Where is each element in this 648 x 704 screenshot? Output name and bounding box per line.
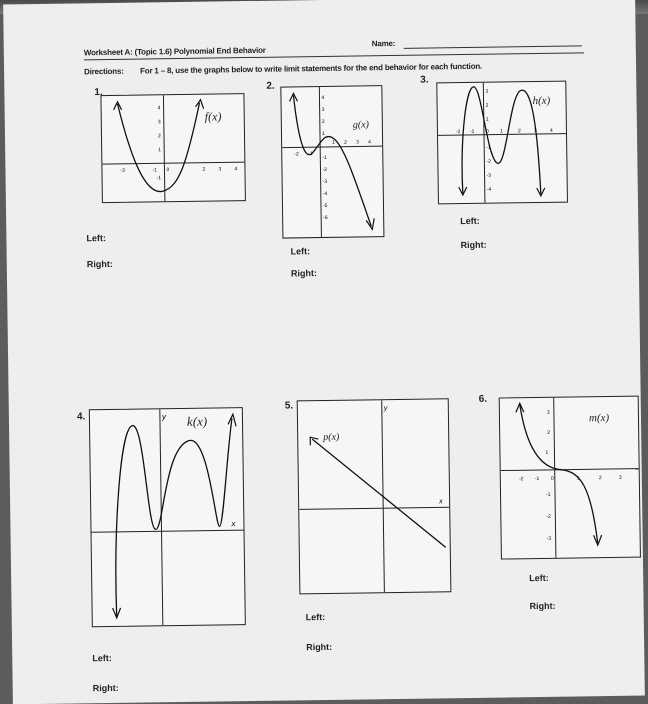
tick-label: 3 xyxy=(157,119,161,126)
tick-label: -1 xyxy=(469,128,475,135)
function-label-p: p(x) xyxy=(323,431,340,444)
tick-label: 2 xyxy=(598,475,602,482)
tick-label: 3 xyxy=(485,88,489,95)
graph-k xyxy=(89,407,246,627)
tick-label: -1 xyxy=(156,175,162,182)
tick-label: 1 xyxy=(545,449,549,456)
answer-right-5: Right: xyxy=(306,641,333,653)
tick-label: 2 xyxy=(517,128,521,135)
directions-text: For 1 – 8, use the graphs below to write limit statements for the end behavior for each function. xyxy=(140,61,483,76)
tick-label: -4 xyxy=(322,190,328,198)
graph-f-y-axis xyxy=(163,95,164,201)
graph-p-line xyxy=(312,437,446,549)
tick-label: 3 xyxy=(533,128,537,135)
tick-label: 3 xyxy=(356,139,359,146)
tick-label: 3 xyxy=(321,106,325,114)
tick-label: -2 xyxy=(294,151,299,158)
tick-label: 2 xyxy=(485,102,489,109)
tick-label: 1 xyxy=(499,128,503,135)
tick-label: 4 xyxy=(549,127,553,134)
tick-label: 4 xyxy=(321,94,325,102)
graph-k-x-axis xyxy=(92,530,244,532)
tick-label: 4 xyxy=(157,105,161,112)
tick-label: -4 xyxy=(486,186,492,193)
tick-label: -6 xyxy=(323,214,328,221)
graph-m-x-axis xyxy=(501,469,639,471)
answer-left-3: Left: xyxy=(460,215,480,227)
tick-label: 3 xyxy=(218,166,222,173)
axis-letter-x: x xyxy=(439,498,443,506)
name-line xyxy=(404,45,582,48)
tick-label: -2 xyxy=(486,158,491,165)
function-label-f: f(x) xyxy=(204,109,222,124)
problem-number-5: 5. xyxy=(284,400,294,412)
tick-label: 2 xyxy=(344,139,347,146)
answer-left-5: Left: xyxy=(305,612,326,623)
graph-m-curve xyxy=(520,403,598,544)
worksheet-title: Worksheet A: (Topic 1.6) Polynomial End Behavior xyxy=(83,45,266,58)
tick-label: -5 xyxy=(322,202,328,209)
axis-letter-y: y xyxy=(383,405,388,413)
graph-m-y-axis xyxy=(554,398,556,558)
tick-label: -1 xyxy=(322,154,327,162)
tick-label: 0 xyxy=(550,475,554,482)
tick-label: 4 xyxy=(368,139,371,146)
answer-left-6: Left: xyxy=(529,572,549,584)
tick-label: -1 xyxy=(308,151,313,158)
tick-label: -1 xyxy=(486,144,491,151)
tick-label: 1 xyxy=(332,139,335,146)
tick-label: 3 xyxy=(618,474,622,481)
tick-label: 1 xyxy=(158,147,162,154)
answer-left-1: Left: xyxy=(86,233,106,244)
graph-f-x-axis xyxy=(102,162,244,164)
tick-label: -2 xyxy=(518,476,524,483)
tick-label: -2 xyxy=(322,166,327,174)
tick-label: -3 xyxy=(546,535,552,542)
problem-number-2: 2. xyxy=(266,80,275,92)
function-label-m: m(x) xyxy=(588,412,610,425)
answer-right-1: Right: xyxy=(86,258,113,270)
worksheet-page xyxy=(3,0,645,704)
graph-h-curve xyxy=(461,86,541,195)
tick-label: 2 xyxy=(321,118,325,126)
answer-right-2: Right: xyxy=(290,268,317,279)
axis-letter-y: y xyxy=(161,412,166,422)
tick-label: 2 xyxy=(157,133,161,140)
graph-m xyxy=(499,396,641,560)
answer-left-4: Left: xyxy=(92,652,112,664)
tick-label: 0 xyxy=(485,128,489,135)
graph-p-x-axis xyxy=(299,507,449,509)
tick-label: -2 xyxy=(546,513,551,520)
graph-h-y-axis xyxy=(483,83,485,203)
axis-letter-x: x xyxy=(231,519,236,529)
problem-number-3: 3. xyxy=(420,74,429,86)
problem-number-4: 4. xyxy=(76,411,86,423)
tick-label: 2 xyxy=(547,429,551,436)
name-label: Name: xyxy=(371,38,396,49)
graph-g xyxy=(280,85,384,238)
graph-k-curve xyxy=(114,418,235,616)
tick-label: -3 xyxy=(486,172,492,179)
graph-f xyxy=(100,93,245,203)
tick-label: -1 xyxy=(546,491,551,498)
tick-label: -1 xyxy=(152,167,157,174)
tick-label: 4 xyxy=(234,166,238,173)
graph-p xyxy=(297,398,452,594)
answer-left-2: Left: xyxy=(290,246,311,257)
function-label-h: h(x) xyxy=(532,94,551,108)
answer-right-4: Right: xyxy=(92,682,119,694)
answer-right-3: Right: xyxy=(460,239,487,251)
graph-g-x-axis xyxy=(282,146,382,147)
tick-label: -1 xyxy=(534,476,540,483)
tick-label: 0 xyxy=(166,167,170,174)
tick-label: -3 xyxy=(322,178,328,186)
tick-label: -2 xyxy=(455,129,461,136)
tick-label: 1 xyxy=(321,130,325,138)
tick-label: 3 xyxy=(546,409,550,416)
problem-number-6: 6. xyxy=(478,393,488,405)
function-label-g: g(x) xyxy=(352,119,370,131)
answer-right-6: Right: xyxy=(529,600,556,612)
function-label-k: k(x) xyxy=(186,413,208,429)
tick-label: 2 xyxy=(202,166,206,173)
graph-g-curve xyxy=(293,94,371,227)
tick-label: 1 xyxy=(576,475,580,482)
tick-label: 1 xyxy=(485,116,489,123)
directions-label: Directions: xyxy=(84,66,124,77)
problem-number-1: 1. xyxy=(94,87,103,99)
tick-label: -3 xyxy=(120,167,125,174)
